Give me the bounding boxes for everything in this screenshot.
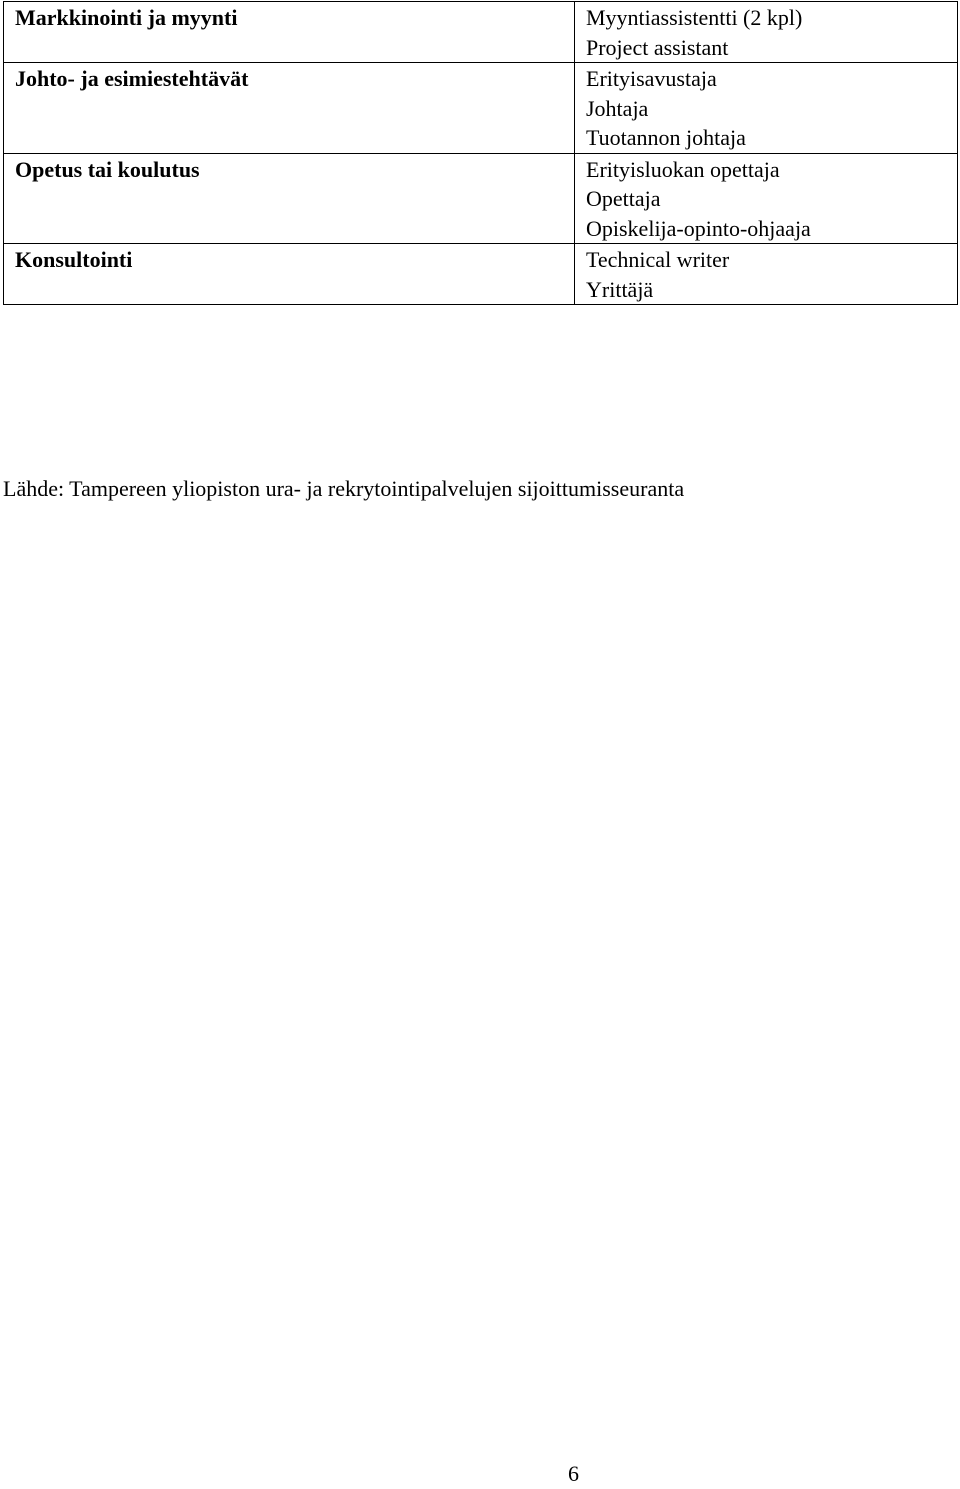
table-row <box>4 63 958 154</box>
table-row <box>4 153 958 244</box>
job-title: Myyntiassistentti (2 kpl) <box>586 5 803 30</box>
job-title: Johtaja <box>586 95 649 121</box>
job-title: Technical writer <box>586 247 730 272</box>
jobs-cell <box>575 153 958 244</box>
category-cell <box>4 244 575 305</box>
jobs-cell <box>575 2 958 63</box>
jobs-cell <box>575 244 958 305</box>
category-cell <box>4 63 575 154</box>
category-cell <box>4 153 575 244</box>
job-title: Project assistant <box>586 34 729 60</box>
table-row <box>4 2 958 63</box>
occupation-table <box>3 1 958 305</box>
job-title: Opiskelija-opinto-ohjaaja <box>586 215 811 241</box>
category-label: Johto- ja esimiestehtävät <box>15 66 249 91</box>
job-title: Yrittäjä <box>586 276 654 302</box>
jobs-cell <box>575 63 958 154</box>
job-title: Erityisavustaja <box>586 66 717 91</box>
category-cell <box>4 2 575 63</box>
table-row <box>4 244 958 305</box>
page-number: 6 <box>568 1461 579 1486</box>
category-label: Markkinointi ja myynti <box>15 5 238 30</box>
job-title: Opettaja <box>586 186 661 211</box>
category-label: Konsultointi <box>15 247 133 272</box>
job-title: Erityisluokan opettaja <box>586 156 780 182</box>
category-label: Opetus tai koulutus <box>15 156 200 182</box>
job-title: Tuotannon johtaja <box>586 125 746 150</box>
source-note: Lähde: Tampereen yliopiston ura- ja rekrytointipalvelujen sijoittumisseuranta <box>3 476 685 501</box>
